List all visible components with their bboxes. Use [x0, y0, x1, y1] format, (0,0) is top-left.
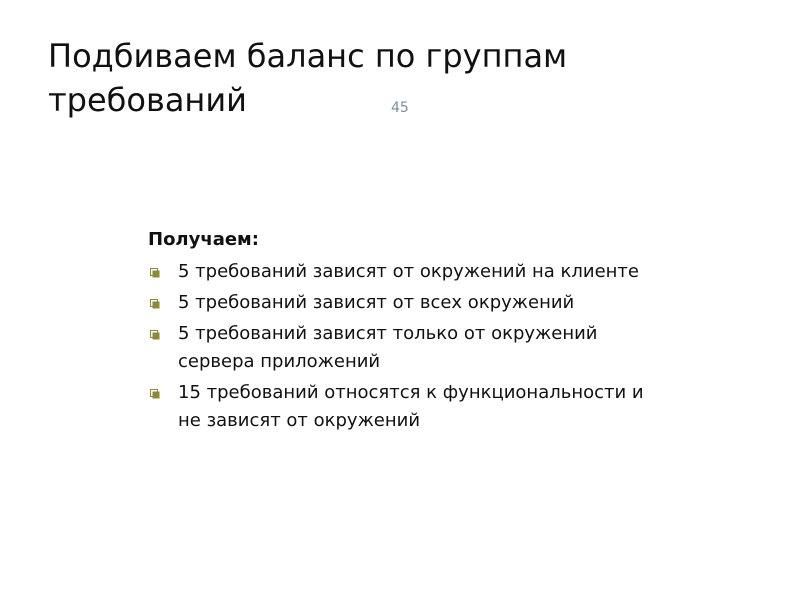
square-bullet-icon — [150, 268, 160, 278]
slide-body — [148, 226, 668, 438]
bullet-text: 5 требований зависят от всех окружений — [178, 292, 575, 313]
bullet-text: 5 требований зависят от окружений на клиенте — [178, 261, 639, 282]
bullet-item — [148, 379, 668, 435]
slide-title: Подбиваем баланс по группам требований — [48, 37, 568, 119]
bullet-item — [148, 320, 668, 376]
square-bullet-icon — [150, 389, 160, 399]
bullet-list — [148, 258, 668, 435]
square-bullet-icon — [150, 330, 160, 340]
page-number: 45 — [391, 100, 409, 116]
bullet-item — [148, 289, 668, 317]
bullet-text: 15 требований относятся к функциональности и не зависят от окружений — [178, 382, 644, 431]
bullet-text: 5 требований зависят только от окружений сервера приложений — [178, 323, 598, 372]
bullet-item — [148, 258, 668, 286]
intro-label: Получаем: — [148, 229, 259, 250]
square-bullet-icon — [150, 299, 160, 309]
